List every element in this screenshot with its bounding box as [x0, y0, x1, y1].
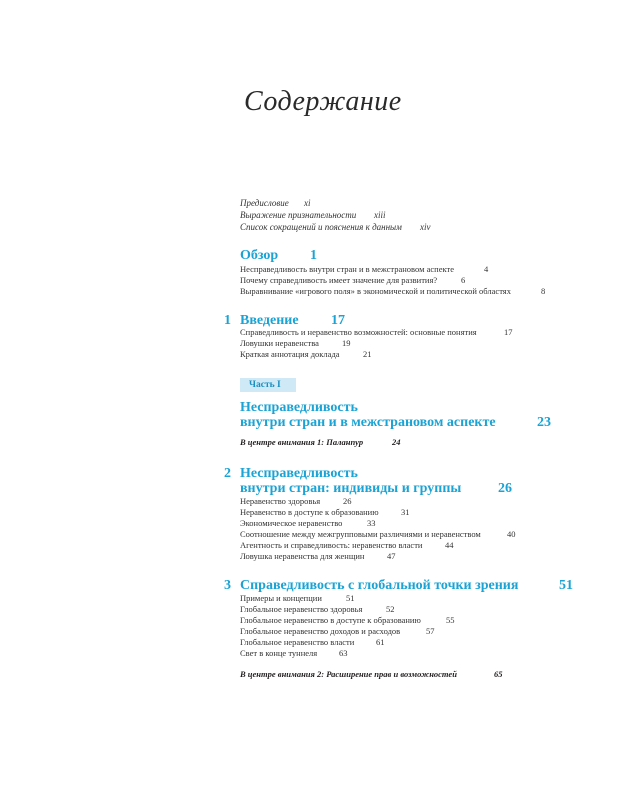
entry-page: 63 [339, 648, 348, 658]
part-badge: Часть I [240, 378, 296, 392]
heading-line-1: Несправедливость [240, 466, 358, 481]
heading-label: Справедливость с глобальной точки зрения [240, 578, 519, 593]
focus-entry[interactable] [240, 437, 401, 447]
toc-entry[interactable] [240, 496, 352, 507]
chapter-number: 3 [224, 578, 231, 593]
entry-page: xiv [420, 222, 431, 232]
entry-page: 6 [461, 275, 466, 285]
entry-page: 19 [342, 338, 351, 348]
toc-heading-chapter2[interactable] [240, 466, 512, 496]
entry-label: Справедливость и неравенство возможностей: основные понятия [240, 327, 477, 337]
toc-entry[interactable] [240, 637, 385, 648]
entry-page: 4 [484, 264, 489, 274]
entry-page: 51 [346, 593, 355, 603]
toc-entry-preface[interactable] [240, 198, 311, 208]
chapter-number: 1 [224, 313, 231, 328]
heading-line-1: Несправедливость [240, 400, 358, 415]
toc-heading-overview[interactable] [240, 248, 317, 263]
entry-page: 31 [401, 507, 410, 517]
entry-label: Глобальное неравенство доходов и расходов [240, 626, 401, 636]
entry-label: Ловушки неравенства [240, 338, 319, 348]
entry-page: 65 [494, 669, 503, 679]
toc-heading-chapter3[interactable] [240, 578, 573, 593]
toc-entry[interactable] [240, 626, 435, 637]
toc-entry-abbreviations[interactable] [240, 222, 431, 232]
entry-label: Выравнивание «игрового поля» в экономической и политической областях [240, 286, 511, 296]
entry-page: 33 [367, 518, 376, 528]
entry-label: В центре внимания 1: Паланпур [240, 437, 364, 447]
toc-entry[interactable] [240, 648, 348, 659]
entry-label: Свет в конце туннеля [240, 648, 318, 658]
page-title: Содержание [244, 86, 402, 117]
entry-page: 17 [504, 327, 513, 337]
entry-label: В центре внимания 2: Расширение прав и возможностей [240, 669, 457, 679]
entry-label: Экономическое неравенство [240, 518, 343, 528]
entry-label: Краткая аннотация доклада [240, 349, 340, 359]
entry-label: Ловушка неравенства для женщин [240, 551, 365, 561]
toc-entry[interactable] [240, 518, 376, 529]
heading-label: Обзор [240, 248, 279, 263]
toc-entry[interactable] [240, 349, 372, 360]
heading-page: 1 [310, 248, 317, 263]
entry-page: 57 [426, 626, 435, 636]
entry-label: Неравенство в доступе к образованию [240, 507, 379, 517]
heading-page: 17 [331, 313, 345, 328]
entry-page: xi [304, 198, 311, 208]
entry-page: 61 [376, 637, 385, 647]
toc-entry[interactable] [240, 507, 410, 518]
toc-heading-part1[interactable] [240, 400, 551, 430]
entry-label: Неравенство здоровья [240, 496, 321, 506]
entry-label: Соотношение между межгрупповыми различиями и неравенством [240, 529, 481, 539]
entry-label: Примеры и концепции [240, 593, 322, 603]
toc-entry[interactable] [240, 604, 395, 615]
focus-entry[interactable] [240, 669, 503, 679]
entry-label: Предисловие [240, 198, 289, 208]
heading-page: 23 [537, 415, 551, 430]
entry-page: 26 [343, 496, 352, 506]
entry-label: Глобальное неравенство в доступе к образованию [240, 615, 421, 625]
toc-entry[interactable] [240, 338, 351, 349]
toc-entry[interactable] [240, 551, 396, 562]
entry-page: 40 [507, 529, 516, 539]
toc-entry-acknowledgements[interactable] [240, 210, 386, 220]
entry-label: Агентность и справедливость: неравенство власти [240, 540, 423, 550]
toc-entry[interactable] [240, 327, 513, 338]
heading-line-2: внутри стран и в межстрановом аспекте [240, 415, 496, 430]
entry-page: xiii [374, 210, 386, 220]
heading-label: Введение [240, 313, 299, 328]
heading-page: 51 [559, 578, 573, 593]
entry-page: 44 [445, 540, 454, 550]
toc-entry[interactable] [240, 264, 489, 275]
toc-entry[interactable] [240, 615, 455, 626]
heading-page: 26 [498, 481, 512, 496]
entry-page: 8 [541, 286, 546, 296]
toc-entry[interactable] [240, 529, 516, 540]
entry-page: 55 [446, 615, 455, 625]
entry-page: 52 [386, 604, 395, 614]
entry-page: 24 [392, 437, 401, 447]
entry-page: 21 [363, 349, 372, 359]
entry-label: Выражение признательности [240, 210, 357, 220]
toc-entry[interactable] [240, 286, 546, 297]
entry-page: 47 [387, 551, 396, 561]
entry-label: Список сокращений и пояснения к данным [240, 222, 402, 232]
entry-label: Почему справедливость имеет значение для развития? [240, 275, 438, 285]
entry-label: Несправедливость внутри стран и в межстрановом аспекте [240, 264, 454, 274]
entry-label: Глобальное неравенство власти [240, 637, 355, 647]
heading-line-2: внутри стран: индивиды и группы [240, 481, 462, 496]
entry-label: Глобальное неравенство здоровья [240, 604, 363, 614]
toc-heading-introduction[interactable] [240, 313, 345, 328]
chapter-number: 2 [224, 466, 231, 481]
toc-entry[interactable] [240, 540, 454, 551]
toc-entry[interactable] [240, 593, 355, 604]
toc-entry[interactable] [240, 275, 466, 286]
